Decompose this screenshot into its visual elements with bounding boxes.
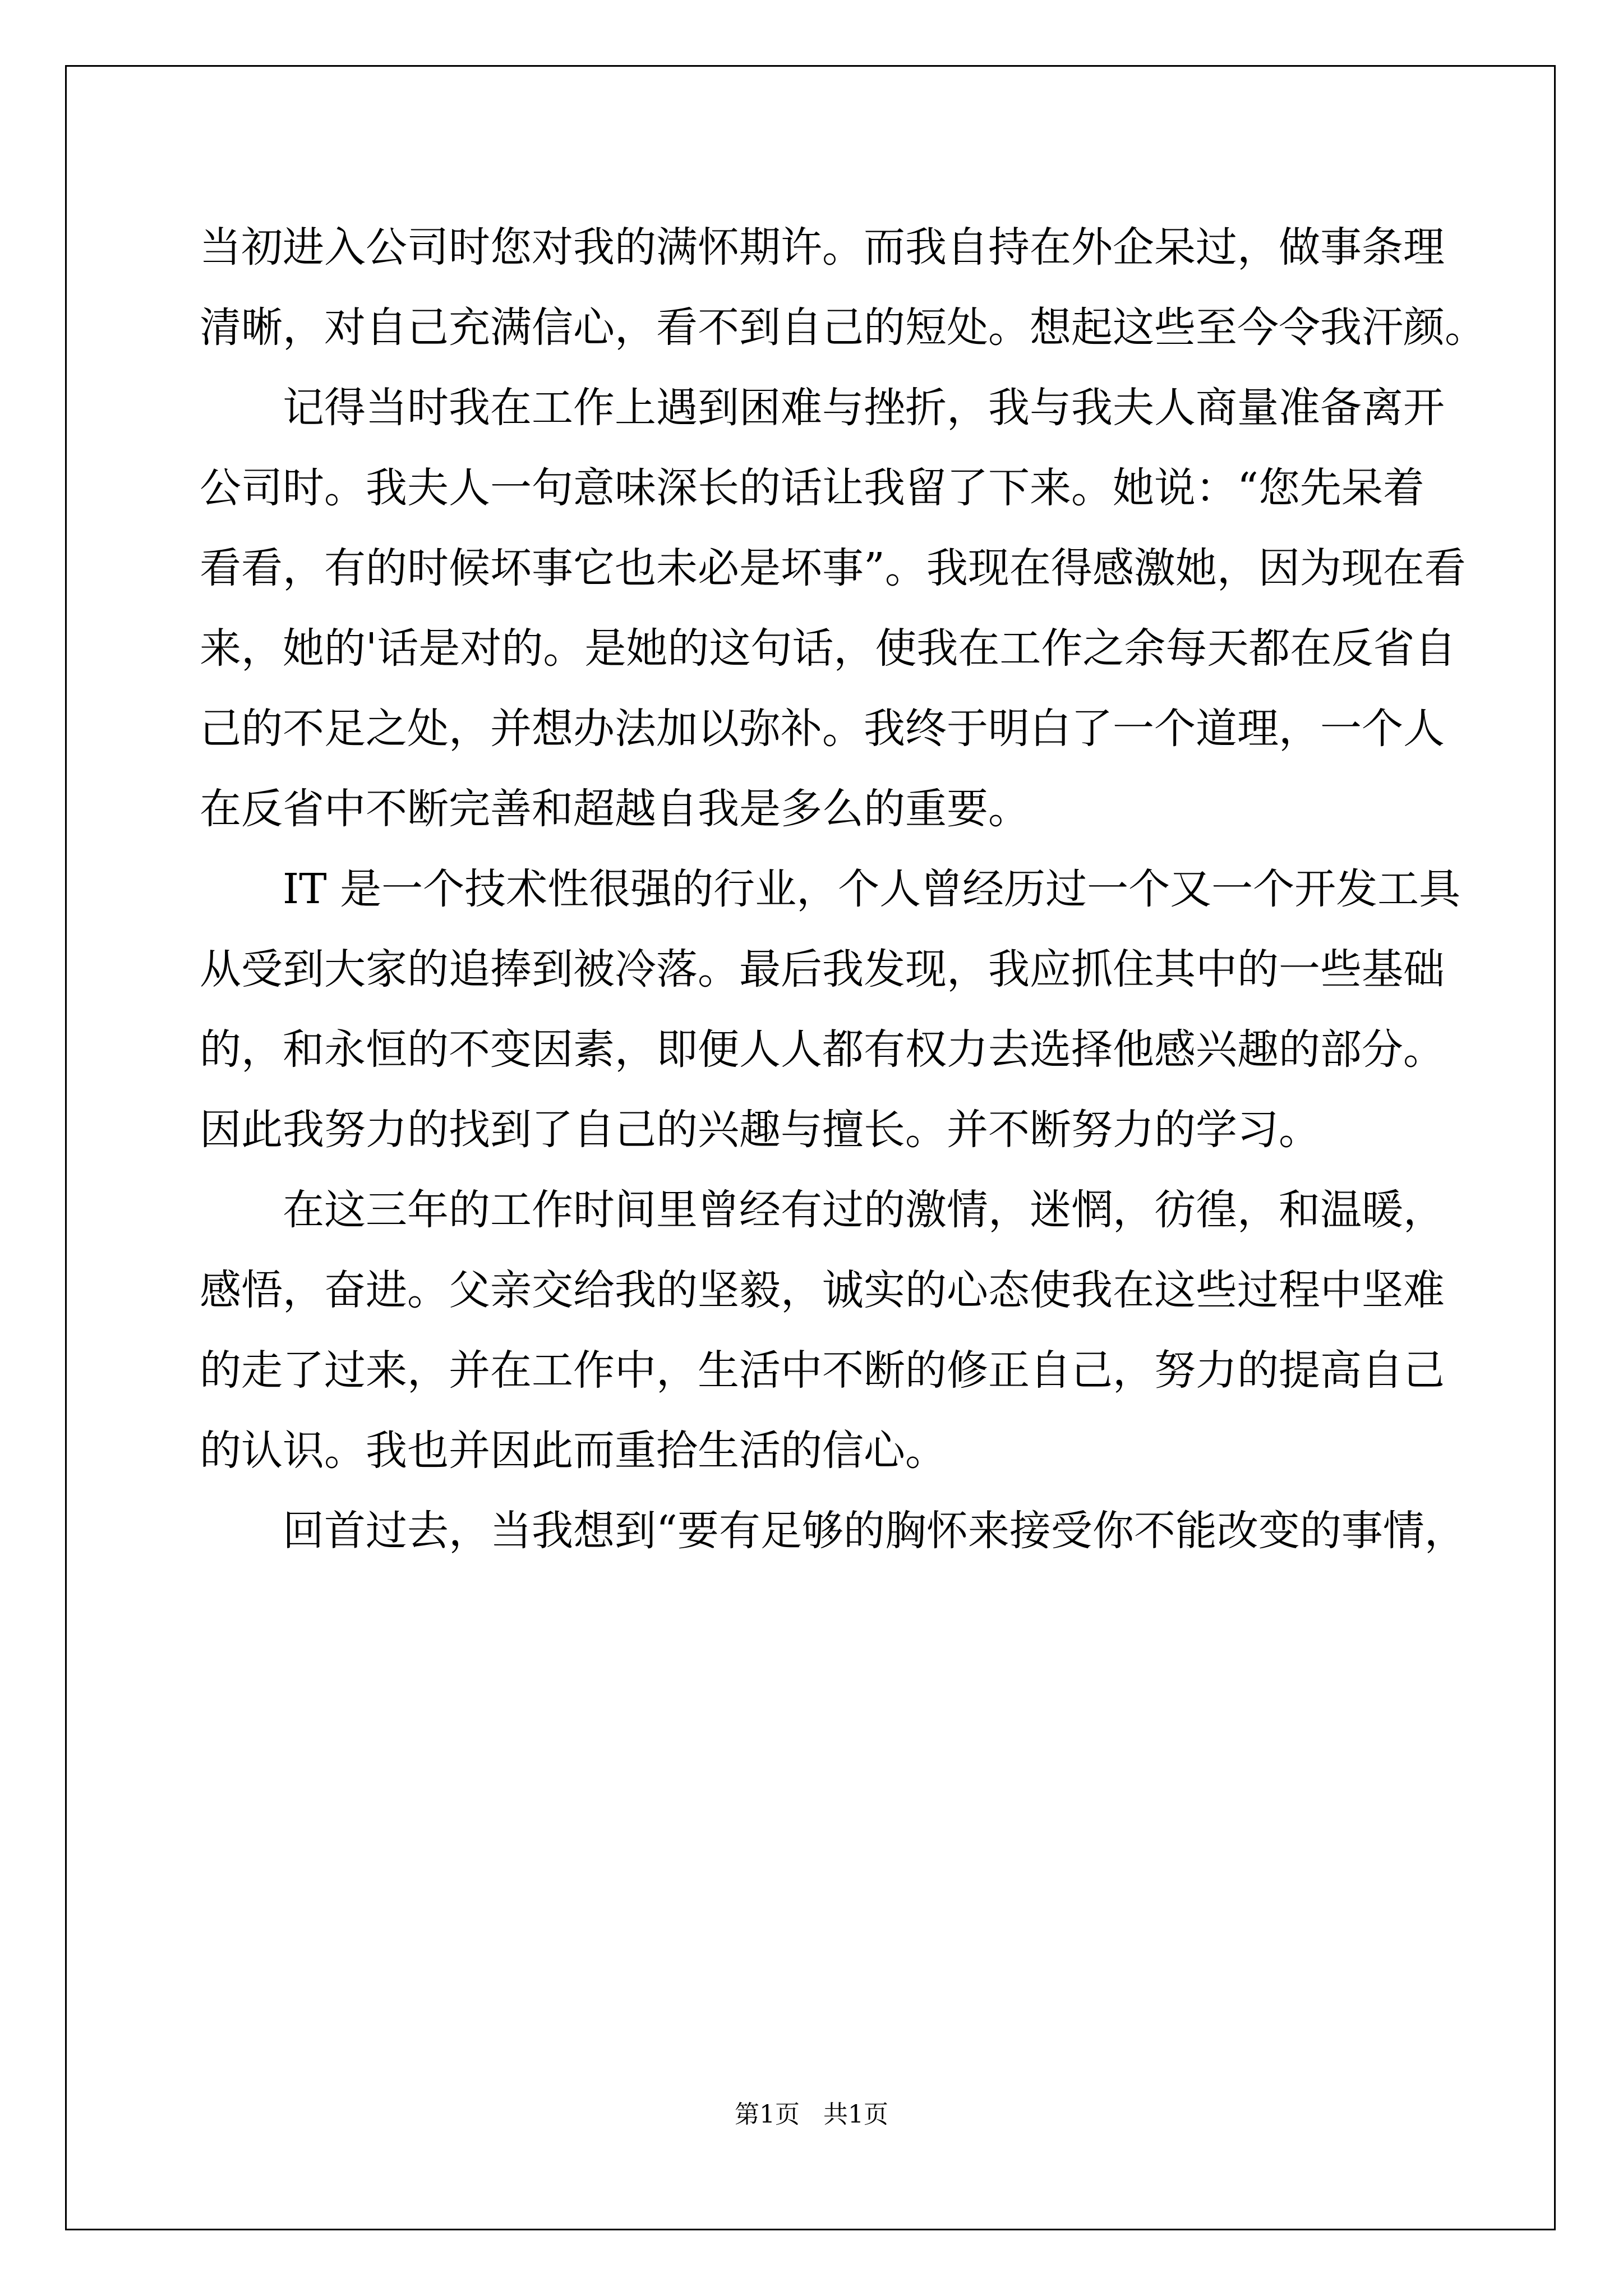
text-line: 公司时。我夫人一句意味深长的话让我留了下来。她说：“您先呆着 bbox=[200, 464, 1424, 512]
text-line: 看看，有的时候坏事它也未必是坏事”。我现在得感激她，因为现在看 bbox=[200, 544, 1466, 592]
text-line: 己的不足之处，并想办法加以弥补。我终于明白了一个道理，一个人 bbox=[200, 705, 1445, 753]
text-line: 在反省中不断完善和超越自我是多么的重要。 bbox=[200, 785, 1030, 833]
paragraph-start-line: 在这三年的工作时间里曾经有过的激情，迷惘，彷徨，和温暖， bbox=[283, 1186, 1445, 1234]
text-line: 当初进入公司时您对我的满怀期许。而我自持在外企呆过，做事条理 bbox=[200, 223, 1445, 272]
document-body bbox=[200, 208, 1486, 1571]
paragraph-start-line: 记得当时我在工作上遇到困难与挫折，我与我夫人商量准备离开 bbox=[283, 384, 1445, 432]
text-line: 的，和永恒的不变因素，即便人人都有权力去选择他感兴趣的部分。 bbox=[200, 1025, 1445, 1074]
text-line: 的认识。我也并因此而重拾生活的信心。 bbox=[200, 1427, 947, 1475]
page-number-footer: 第1页 共1页 bbox=[735, 2100, 888, 2129]
text-line: 来，她的'话是对的。是她的这句话，使我在工作之余每天都在反省自 bbox=[200, 624, 1456, 673]
text-line: 感悟，奋进。父亲交给我的坚毅，诚实的心态使我在这些过程中坚难 bbox=[200, 1266, 1445, 1314]
text-line: 因此我努力的找到了自己的兴趣与擅长。并不断努力的学习。 bbox=[200, 1106, 1320, 1154]
text-line: 清晰，对自己充满信心，看不到自己的短处。想起这些至今令我汗颜。 bbox=[200, 303, 1486, 352]
paragraph-start-line: 回首过去，当我想到“要有足够的胸怀来接受你不能改变的事情， bbox=[283, 1507, 1466, 1555]
paragraph-start-line: IT 是一个技术性很强的行业，个人曾经历过一个又一个开发工具 bbox=[283, 865, 1461, 913]
text-line: 从受到大家的追捧到被冷落。最后我发现，我应抓住其中的一些基础 bbox=[200, 945, 1445, 993]
text-line: 的走了过来，并在工作中，生活中不断的修正自己，努力的提高自己 bbox=[200, 1346, 1445, 1395]
